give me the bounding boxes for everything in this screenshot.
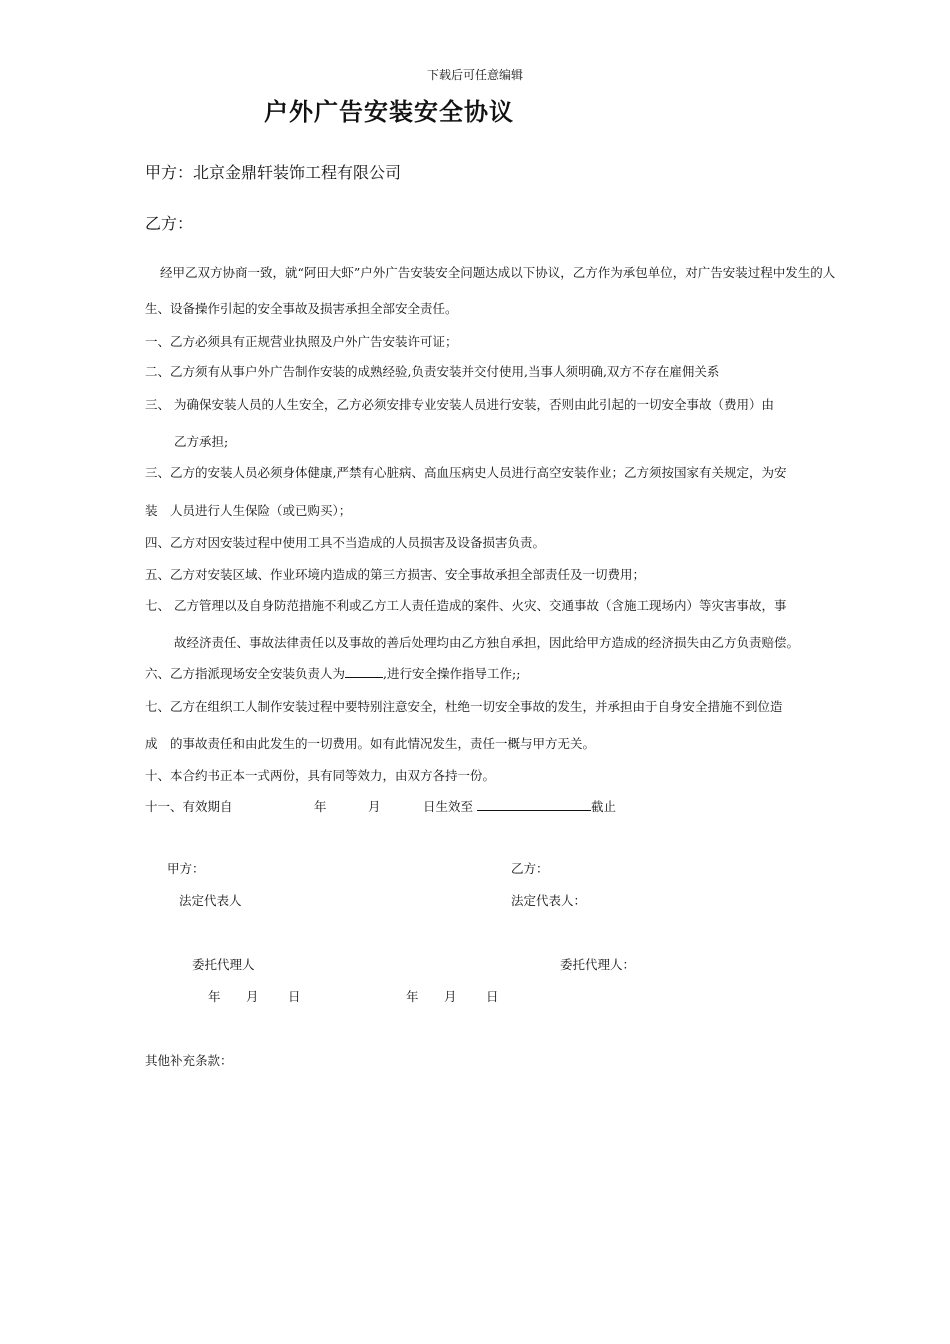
clause-9-line-2: 成 的事故责任和由此发生的一切费用。如有此情况发生，责任一概与甲方无关。 bbox=[145, 736, 596, 751]
intro-line-2: 生、设备操作引起的安全事故及损害承担全部安全责任。 bbox=[145, 301, 458, 316]
clause-7-line-2: 故经济责任、事故法律责任以及事故的善后处理均由乙方独自承担，因此给甲方造成的经济损失由乙方负责赔偿。 bbox=[174, 635, 800, 650]
clause-11-day bbox=[423, 797, 616, 815]
responsible-person-blank[interactable] bbox=[345, 665, 383, 678]
clause-4-line-1: 三、乙方的安装人员必须身体健康,严禁有心脏病、高血压病史人员进行高空安装作业；乙方须按国家有关规定，为安 bbox=[145, 465, 787, 480]
clause-3-line-2: 乙方承担; bbox=[174, 434, 229, 449]
sig-rep-b: 法定代表人： bbox=[511, 893, 587, 908]
sig-date-b-year: 年 bbox=[406, 989, 419, 1004]
sig-date-a-year: 年 bbox=[208, 989, 221, 1004]
clause-10: 十、本合约书正本一式两份，具有同等效力，由双方各持一份。 bbox=[145, 768, 496, 783]
clause-11-day-label: 日生效至 bbox=[423, 799, 474, 814]
clause-8 bbox=[145, 664, 520, 682]
clause-9-line-1: 七、乙方在组织工人制作安装过程中要特别注意安全，杜绝一切安全事故的发生，并承担由于自身安全措施不到位造 bbox=[145, 699, 783, 714]
sig-agent-b: 委托代理人： bbox=[560, 957, 636, 972]
sig-date-a-month: 月 bbox=[246, 989, 259, 1004]
sig-agent-a: 委托代理人 bbox=[192, 957, 255, 972]
supplement-label: 其他补充条款： bbox=[145, 1053, 233, 1068]
clause-11-prefix: 十一、有效期自 bbox=[145, 799, 233, 814]
clause-4-line-2: 装 人员进行人生保险（或已购买）； bbox=[145, 503, 352, 518]
clause-7-line-1: 七、 乙方管理以及自身防范措施不利或乙方工人责任造成的案件、火灾、交通事故（含施工现场内）等灾害事故，事 bbox=[145, 598, 787, 613]
header-note: 下载后可任意编辑 bbox=[426, 68, 523, 82]
clause-11-year: 年 bbox=[314, 799, 327, 814]
clause-11 bbox=[145, 797, 233, 815]
sig-party-a: 甲方： bbox=[167, 861, 205, 876]
clause-3-line-1: 三、 为确保安装人员的人生安全，乙方必须安排专业安装人员进行安装，否则由此引起的一切安全事故（费用）由 bbox=[145, 397, 774, 412]
document-title: 户外广告安装安全协议 bbox=[264, 98, 514, 126]
clause-5: 四、乙方对因安装过程中使用工具不当造成的人员损害及设备损害负责。 bbox=[145, 535, 546, 550]
clause-8-prefix: 六、乙方指派现场安全安装负责人为 bbox=[145, 666, 346, 681]
clause-11-end: 截止 bbox=[591, 799, 617, 814]
clause-8-suffix: ,进行安全操作指导工作;; bbox=[383, 666, 521, 681]
sig-party-b: 乙方： bbox=[511, 861, 549, 876]
party-a-line: 甲方：北京金鼎轩装饰工程有限公司 bbox=[145, 163, 402, 182]
sig-date-b-month: 月 bbox=[444, 989, 457, 1004]
clause-11-month: 月 bbox=[368, 799, 381, 814]
sig-date-b-day: 日 bbox=[486, 989, 499, 1004]
intro-line-1: 经甲乙双方协商一致，就“阿田大虾”户外广告安装安全问题达成以下协议，乙方作为承包单位，对广告安装过程中发生的人 bbox=[160, 265, 836, 280]
clause-1: 一、乙方必须具有正规营业执照及户外广告安装许可证； bbox=[145, 334, 458, 349]
sig-rep-a: 法定代表人 bbox=[179, 893, 242, 908]
clause-6: 五、乙方对安装区域、作业环境内造成的第三方损害、安全事故承担全部责任及一切费用； bbox=[145, 567, 646, 582]
end-date-blank[interactable] bbox=[477, 798, 591, 811]
clause-2: 二、乙方须有从事户外广告制作安装的成熟经验,负责安装并交付使用,当事人须明确,双方不存在雇佣关系 bbox=[145, 364, 720, 379]
sig-date-a-day: 日 bbox=[288, 989, 301, 1004]
party-b-line: 乙方： bbox=[145, 214, 194, 233]
